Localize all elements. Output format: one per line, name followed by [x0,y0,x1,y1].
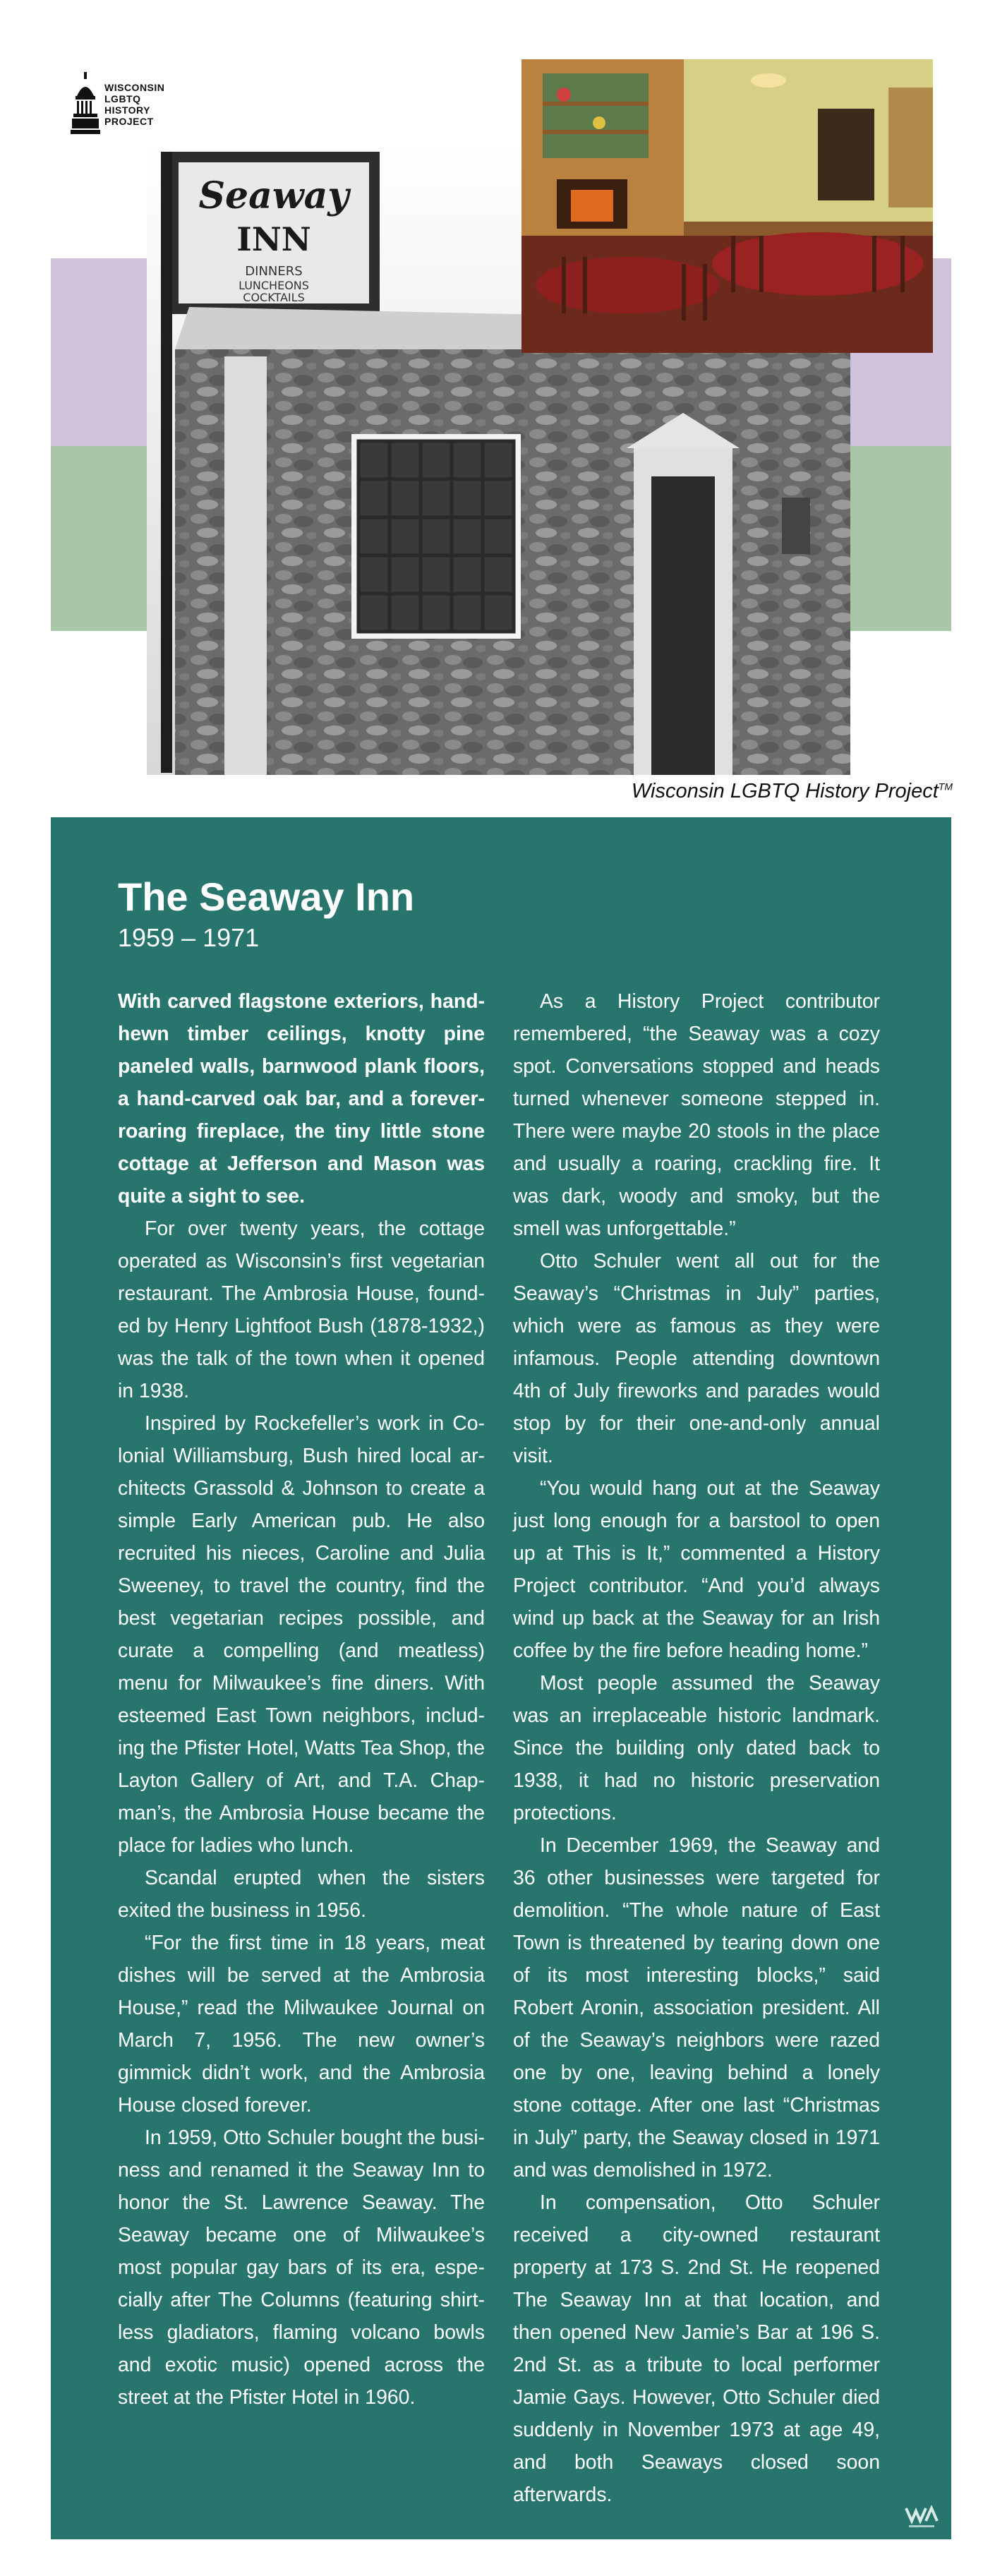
logo-line-2: LGBTQ [104,93,141,104]
seaway-inn-dining-room-photo [521,59,933,353]
paragraph: “For the first time in 18 years, meat dishes will be served at the Ambrosia House,” read the Milwaukee Journal on March 7, 1956. The new owner’s gimmick didn’t work, and the Ambrosia House closed forever. [118,1932,485,2117]
capitol-dome-icon [71,72,100,137]
paragraph: Most people assumed the Seaway was an irreplaceable historic landmark. Since the building only dated back to 1938, it had no historic preservation protections. [513,1672,880,1824]
logo-line-4: PROJECT [104,116,154,127]
left-column [118,985,485,2414]
lead-paragraph: With carved flagstone exteriors, hand-hewn timber ceilings, knotty pine paneled walls, barnwood plank floors, a hand-carved oak bar, and a forever-roaring fireplace, the tiny little stone cottage at Jefferson and Mason was quite a sight to see. [118,990,485,1208]
photo-credit [632,780,953,803]
trademark-mark: TM [938,781,953,793]
publisher-mark-icon [905,2504,939,2532]
logo-line-3: HISTORY [104,104,150,116]
wisconsin-lgbtq-history-project-logo [71,72,212,140]
sign-seaway: Seaway [198,174,349,217]
paragraph: Otto Schuler went all out for the Seaway’s “Christmas in July” parties, which were as famous as they were infamous. People attending downtown 4th of July fireworks and parades would stop by for their one-and-only annual visit. [513,1250,880,1467]
paragraph: Scandal erupted when the sisters exited the business in 1956. [118,1867,485,1922]
sign-luncheons: LUNCHEONS [239,279,309,292]
sign-dinners: DINNERS [245,264,303,279]
paragraph: “You would hang out at the Seaway just long enough for a barstool to open up at This is It,” commented a History Project contributor. “And you’d always wind up back at the Seaway for an Irish coffee by the fire before heading home.” [513,1477,880,1662]
paragraph: In 1959, Otto Schuler bought the business and renamed it the Seaway Inn to honor the St. Lawrence Seaway. The Seaway became one of Milwaukee’s most popular gay bars of its era, especially after The Columns (featuring shirtless gladiators, flaming volcano bowls and exotic music) opened across the street at the Pfister Hotel in 1960. [118,2126,485,2409]
paragraph: Inspired by Rockefeller’s work in Colonial Williamsburg, Bush hired local architects Grassold & Johnson to create a simple Early American pub. He also recruited his nieces, Caroline and Julia Sweeney, to travel the country, find the best vegetarian recipes possible, and curate a compelling (and meatless) menu for Milwaukee’s fine diners. With esteemed East Town neighbors, including the Pfister Hotel, Watts Tea Shop, the Layton Gallery of Art, and T.A. Chapman’s, the Ambrosia House became the place for ladies who lunch. [118,1412,485,1857]
sign-inn: INN [236,220,311,258]
right-column [513,985,880,2511]
article-dates: 1959 – 1971 [118,923,260,952]
paragraph: As a History Project contributor remembered, “the Seaway was a cozy spot. Conversations stopped and heads turned whenever someone stepped in. There were maybe 20 stools in the place and usually a roaring, crackling fire. It was dark, woody and smoky, but the smell was unforgettable.” [513,990,880,1240]
paragraph: For over twenty years, the cottage operated as Wisconsin’s first vegetarian restaurant. The Ambrosia House, founded by Henry Lightfoot Bush (1878-1932,) was the talk of the town when it opened in 1938. [118,1217,485,1402]
sign-cocktails: COCKTAILS [243,291,305,304]
photo-credit-text: Wisconsin LGBTQ History Project [631,780,939,802]
article-title: The Seaway Inn [118,874,415,919]
article-panel [51,817,951,2539]
paragraph: In compensation, Otto Schuler received a city-owned restaurant property at 173 S. 2nd St. He reopened The Seaway Inn at that location, and then opened New Jamie’s Bar at 196 S. 2nd St. as a tribute to local performer Jamie Gays. However, Otto Schuler died suddenly in November 1973 at age 49, and both Seaways closed soon afterwards. [513,2191,880,2506]
paragraph: In December 1969, the Seaway and 36 other businesses were targeted for demolition. “The whole nature of East Town is threatened by tearing down one of its most interesting blocks,” said Robert Aronin, association president. All of the Seaway’s neighbors were razed one by one, leaving behind a lonely stone cottage. After one last “Christmas in July” party, the Seaway closed in 1971 and was demolished in 1972. [513,1834,880,2181]
logo-line-1: WISCONSIN [104,82,165,93]
